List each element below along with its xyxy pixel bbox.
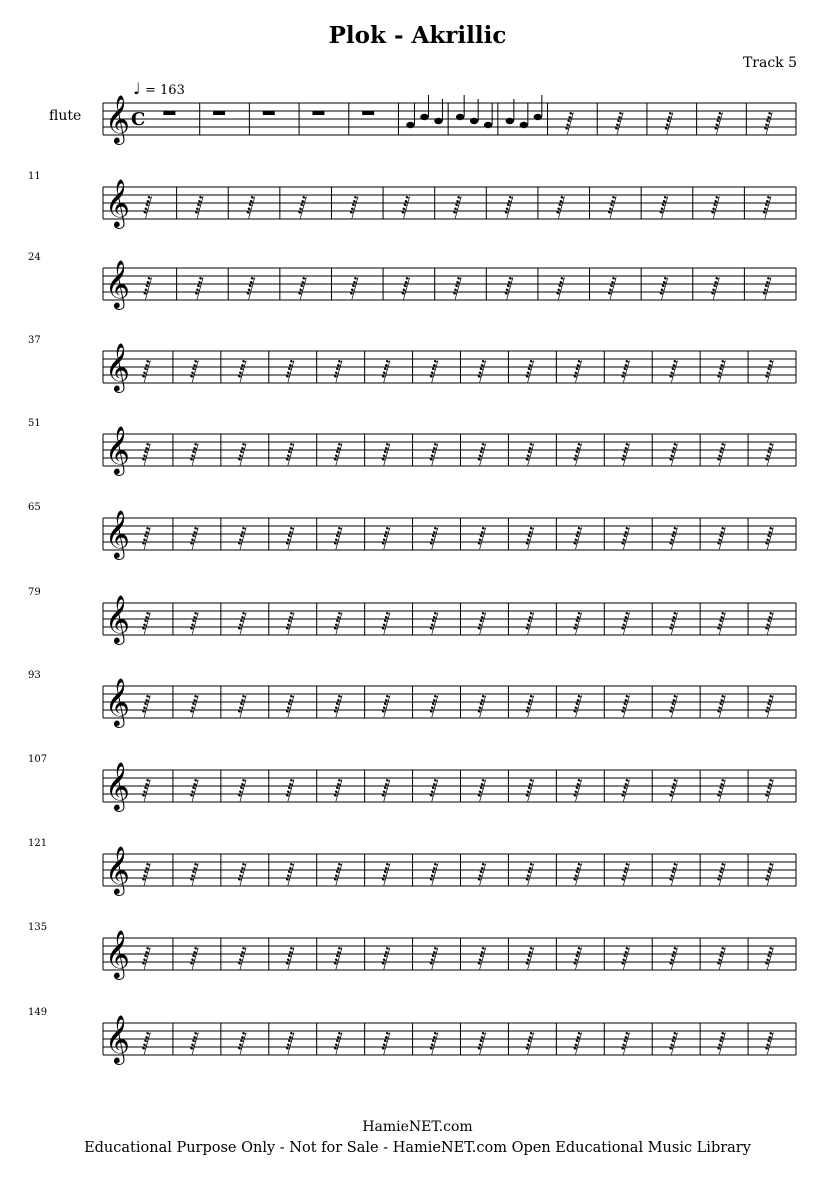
- rest-icon: 𝅂: [621, 694, 630, 718]
- whole-rest: [213, 111, 225, 115]
- rest-icon: 𝅂: [668, 611, 678, 635]
- rest-icon: 𝅂: [621, 946, 630, 970]
- rest-icon: 𝅂: [237, 778, 247, 802]
- rest-icon: 𝅂: [614, 111, 624, 135]
- rest-icon: 𝅂: [668, 862, 678, 886]
- rest-icon: 𝅂: [381, 611, 391, 635]
- whole-rest: [312, 111, 324, 115]
- whole-rest: [163, 111, 175, 115]
- rest-icon: 𝅂: [764, 862, 774, 886]
- treble-clef-icon: 𝄞: [105, 178, 130, 227]
- measure-number: 79: [28, 587, 41, 598]
- rest-icon: 𝅂: [764, 778, 774, 802]
- rest-icon: 𝅂: [504, 195, 514, 219]
- rest-icon: 𝅂: [573, 862, 583, 886]
- rest-icon: 𝅂: [621, 359, 630, 383]
- rest-icon: 𝅂: [285, 442, 295, 466]
- rest-icon: 𝅂: [764, 442, 774, 466]
- treble-clef-icon: 𝄞: [105, 929, 130, 978]
- rest-icon: 𝅂: [141, 1031, 151, 1055]
- note-head: [470, 118, 478, 124]
- rest-icon: 𝅂: [381, 694, 391, 718]
- rest-icon: 𝅂: [477, 359, 487, 383]
- rest-icon: 𝅂: [297, 195, 307, 219]
- rest-icon: 𝅂: [141, 778, 151, 802]
- rest-icon: 𝅂: [573, 359, 583, 383]
- rest-icon: 𝅂: [429, 694, 439, 718]
- rest-icon: 𝅂: [668, 946, 678, 970]
- rest-icon: 𝅂: [764, 694, 774, 718]
- rest-icon: 𝅂: [477, 946, 487, 970]
- rest-icon: 𝅂: [525, 694, 535, 718]
- rest-icon: 𝅂: [477, 694, 487, 718]
- rest-icon: 𝅂: [762, 195, 772, 219]
- rest-icon: 𝅂: [237, 359, 247, 383]
- note-head: [484, 122, 492, 128]
- whole-rest: [263, 111, 275, 115]
- rest-icon: 𝅂: [189, 862, 199, 886]
- time-signature: C: [131, 109, 146, 130]
- rest-icon: 𝅂: [716, 778, 726, 802]
- rest-icon: 𝅂: [333, 946, 343, 970]
- rest-icon: 𝅂: [246, 276, 256, 300]
- rest-icon: 𝅂: [764, 946, 774, 970]
- rest-icon: 𝅂: [143, 276, 152, 300]
- rest-icon: 𝅂: [504, 276, 514, 300]
- measure-number: 65: [28, 502, 41, 513]
- rest-icon: 𝅂: [525, 778, 535, 802]
- treble-clef-icon: 𝄞: [105, 425, 130, 474]
- rest-icon: 𝅂: [555, 276, 565, 300]
- instrument-name: flute: [49, 108, 82, 124]
- rest-icon: 𝅂: [525, 526, 535, 550]
- measure-number: 149: [28, 1007, 48, 1018]
- tempo-marking: = 163: [145, 83, 185, 98]
- measure-number: 93: [28, 670, 41, 681]
- rest-icon: 𝅂: [429, 442, 439, 466]
- rest-icon: 𝅂: [714, 111, 723, 135]
- rest-icon: 𝅂: [668, 694, 678, 718]
- rest-icon: 𝅂: [668, 778, 678, 802]
- rest-icon: 𝅂: [333, 1031, 343, 1055]
- rest-icon: 𝅂: [381, 778, 391, 802]
- rest-icon: 𝅂: [189, 1031, 199, 1055]
- rest-icon: 𝅂: [333, 442, 343, 466]
- rest-icon: 𝅂: [716, 1031, 726, 1055]
- rest-icon: 𝅂: [668, 442, 678, 466]
- rest-icon: 𝅂: [189, 694, 199, 718]
- rest-icon: 𝅂: [333, 862, 343, 886]
- rest-icon: 𝅂: [763, 111, 773, 135]
- rest-icon: 𝅂: [297, 276, 307, 300]
- rest-icon: 𝅂: [573, 611, 583, 635]
- rest-icon: 𝅂: [716, 442, 726, 466]
- rest-icon: 𝅂: [285, 1031, 295, 1055]
- rest-icon: 𝅂: [429, 778, 439, 802]
- rest-icon: 𝅂: [525, 359, 535, 383]
- rest-icon: 𝅂: [573, 526, 583, 550]
- rest-icon: 𝅂: [621, 611, 630, 635]
- treble-clef-icon: 𝄞: [105, 845, 130, 894]
- rest-icon: 𝅂: [194, 276, 204, 300]
- note-head: [456, 114, 464, 120]
- treble-clef-icon: 𝄞: [105, 342, 130, 391]
- rest-icon: 𝅂: [189, 778, 199, 802]
- rest-icon: 𝅂: [141, 862, 151, 886]
- rest-icon: 𝅂: [621, 862, 630, 886]
- rest-icon: 𝅂: [573, 946, 583, 970]
- rest-icon: 𝅂: [141, 359, 151, 383]
- rest-icon: 𝅂: [285, 611, 295, 635]
- treble-clef-icon: 𝄞: [105, 259, 130, 308]
- rest-icon: 𝅂: [452, 276, 462, 300]
- rest-icon: 𝅂: [429, 611, 439, 635]
- treble-clef-icon: 𝄞: [105, 761, 130, 810]
- rest-icon: 𝅂: [401, 276, 411, 300]
- rest-icon: 𝅂: [429, 946, 439, 970]
- rest-icon: 𝅂: [762, 276, 772, 300]
- rest-icon: 𝅂: [381, 946, 391, 970]
- rest-icon: 𝅂: [477, 442, 487, 466]
- rest-icon: 𝅂: [194, 195, 204, 219]
- note-head: [434, 118, 442, 124]
- rest-icon: 𝅂: [764, 359, 774, 383]
- rest-icon: 𝅂: [333, 611, 343, 635]
- rest-icon: 𝅂: [381, 359, 391, 383]
- rest-icon: 𝅂: [621, 442, 630, 466]
- rest-icon: 𝅂: [349, 195, 359, 219]
- rest-icon: 𝅂: [429, 1031, 439, 1055]
- rest-icon: 𝅂: [668, 1031, 678, 1055]
- rest-icon: 𝅂: [710, 276, 720, 300]
- note-head: [420, 114, 428, 120]
- measure-number: 37: [28, 335, 41, 346]
- rest-icon: 𝅂: [664, 111, 674, 135]
- rest-icon: 𝅂: [477, 611, 487, 635]
- rest-icon: 𝅂: [573, 1031, 583, 1055]
- rest-icon: 𝅂: [141, 694, 151, 718]
- score-title: Plok - Akrillic: [328, 22, 507, 49]
- treble-clef-icon: 𝄞: [105, 509, 130, 558]
- rest-icon: 𝅂: [621, 1031, 630, 1055]
- rest-icon: 𝅂: [716, 862, 726, 886]
- rest-icon: 𝅂: [189, 946, 199, 970]
- measure-number: 121: [28, 838, 48, 849]
- rest-icon: 𝅂: [429, 862, 439, 886]
- rest-icon: 𝅂: [573, 778, 583, 802]
- rest-icon: 𝅂: [189, 359, 199, 383]
- rest-icon: 𝅂: [716, 526, 726, 550]
- whole-rest: [362, 111, 374, 115]
- rest-icon: 𝅂: [621, 526, 630, 550]
- note-head: [506, 118, 514, 124]
- rest-icon: 𝅂: [525, 862, 535, 886]
- rest-icon: 𝅂: [429, 359, 439, 383]
- note-head: [406, 122, 414, 128]
- footer-note: Educational Purpose Only - Not for Sale - HamieNET.com Open Educational Music Library: [84, 1140, 751, 1156]
- rest-icon: 𝅂: [237, 611, 247, 635]
- measure-number: 135: [28, 922, 48, 933]
- rest-icon: 𝅂: [141, 946, 151, 970]
- measure-number: 51: [28, 418, 41, 429]
- rest-icon: 𝅂: [716, 359, 726, 383]
- rest-icon: 𝅂: [285, 526, 295, 550]
- rest-icon: 𝅂: [477, 526, 487, 550]
- rest-icon: 𝅂: [659, 195, 669, 219]
- rest-icon: 𝅂: [429, 526, 439, 550]
- treble-clef-icon: 𝄞: [105, 94, 130, 143]
- rest-icon: 𝅂: [659, 276, 669, 300]
- measure-number: 24: [28, 252, 41, 263]
- rest-icon: 𝅂: [189, 611, 199, 635]
- rest-icon: 𝅂: [764, 526, 774, 550]
- treble-clef-icon: 𝄞: [105, 677, 130, 726]
- rest-icon: 𝅂: [333, 526, 343, 550]
- measure-number: 107: [28, 754, 48, 765]
- rest-icon: 𝅂: [189, 526, 199, 550]
- rest-icon: 𝅂: [525, 1031, 535, 1055]
- rest-icon: 𝅂: [621, 778, 630, 802]
- rest-icon: 𝅂: [237, 442, 247, 466]
- note-head: [534, 114, 542, 120]
- rest-icon: 𝅂: [237, 946, 247, 970]
- rest-icon: 𝅂: [141, 526, 151, 550]
- rest-icon: 𝅂: [285, 778, 295, 802]
- rest-icon: 𝅂: [401, 195, 411, 219]
- rest-icon: 𝅂: [381, 1031, 391, 1055]
- track-label: Track 5: [742, 55, 797, 71]
- rest-icon: 𝅂: [607, 276, 617, 300]
- quarter-note-icon: ♩: [133, 79, 141, 98]
- rest-icon: 𝅂: [237, 694, 247, 718]
- rest-icon: 𝅂: [237, 1031, 247, 1055]
- rest-icon: 𝅂: [573, 694, 583, 718]
- rest-icon: 𝅂: [573, 442, 583, 466]
- rest-icon: 𝅂: [477, 1031, 487, 1055]
- rest-icon: 𝅂: [381, 442, 391, 466]
- rest-icon: 𝅂: [555, 195, 565, 219]
- rest-icon: 𝅂: [285, 359, 295, 383]
- rest-icon: 𝅂: [764, 611, 774, 635]
- rest-icon: 𝅂: [764, 1031, 774, 1055]
- rest-icon: 𝅂: [668, 359, 678, 383]
- rest-icon: 𝅂: [564, 111, 574, 135]
- rest-icon: 𝅂: [607, 195, 617, 219]
- rest-icon: 𝅂: [237, 526, 247, 550]
- rest-icon: 𝅂: [333, 778, 343, 802]
- rest-icon: 𝅂: [189, 442, 199, 466]
- measure-number: 11: [28, 171, 41, 182]
- rest-icon: 𝅂: [452, 195, 462, 219]
- rest-icon: 𝅂: [349, 276, 359, 300]
- treble-clef-icon: 𝄞: [105, 594, 130, 643]
- note-head: [520, 122, 528, 128]
- footer-site: HamieNET.com: [362, 1119, 473, 1135]
- rest-icon: 𝅂: [143, 195, 152, 219]
- rest-icon: 𝅂: [141, 442, 151, 466]
- rest-icon: 𝅂: [525, 442, 535, 466]
- rest-icon: 𝅂: [285, 946, 295, 970]
- rest-icon: 𝅂: [381, 862, 391, 886]
- rest-icon: 𝅂: [668, 526, 678, 550]
- treble-clef-icon: 𝄞: [105, 1014, 130, 1063]
- rest-icon: 𝅂: [285, 694, 295, 718]
- rest-icon: 𝅂: [477, 778, 487, 802]
- rest-icon: 𝅂: [716, 694, 726, 718]
- rest-icon: 𝅂: [710, 195, 720, 219]
- rest-icon: 𝅂: [333, 359, 343, 383]
- rest-icon: 𝅂: [477, 862, 487, 886]
- rest-icon: 𝅂: [381, 526, 391, 550]
- rest-icon: 𝅂: [333, 694, 343, 718]
- rest-icon: 𝅂: [141, 611, 151, 635]
- rest-icon: 𝅂: [525, 611, 535, 635]
- rest-icon: 𝅂: [716, 611, 726, 635]
- rest-icon: 𝅂: [285, 862, 295, 886]
- rest-icon: 𝅂: [237, 862, 247, 886]
- rest-icon: 𝅂: [525, 946, 535, 970]
- rest-icon: 𝅂: [716, 946, 726, 970]
- rest-icon: 𝅂: [246, 195, 256, 219]
